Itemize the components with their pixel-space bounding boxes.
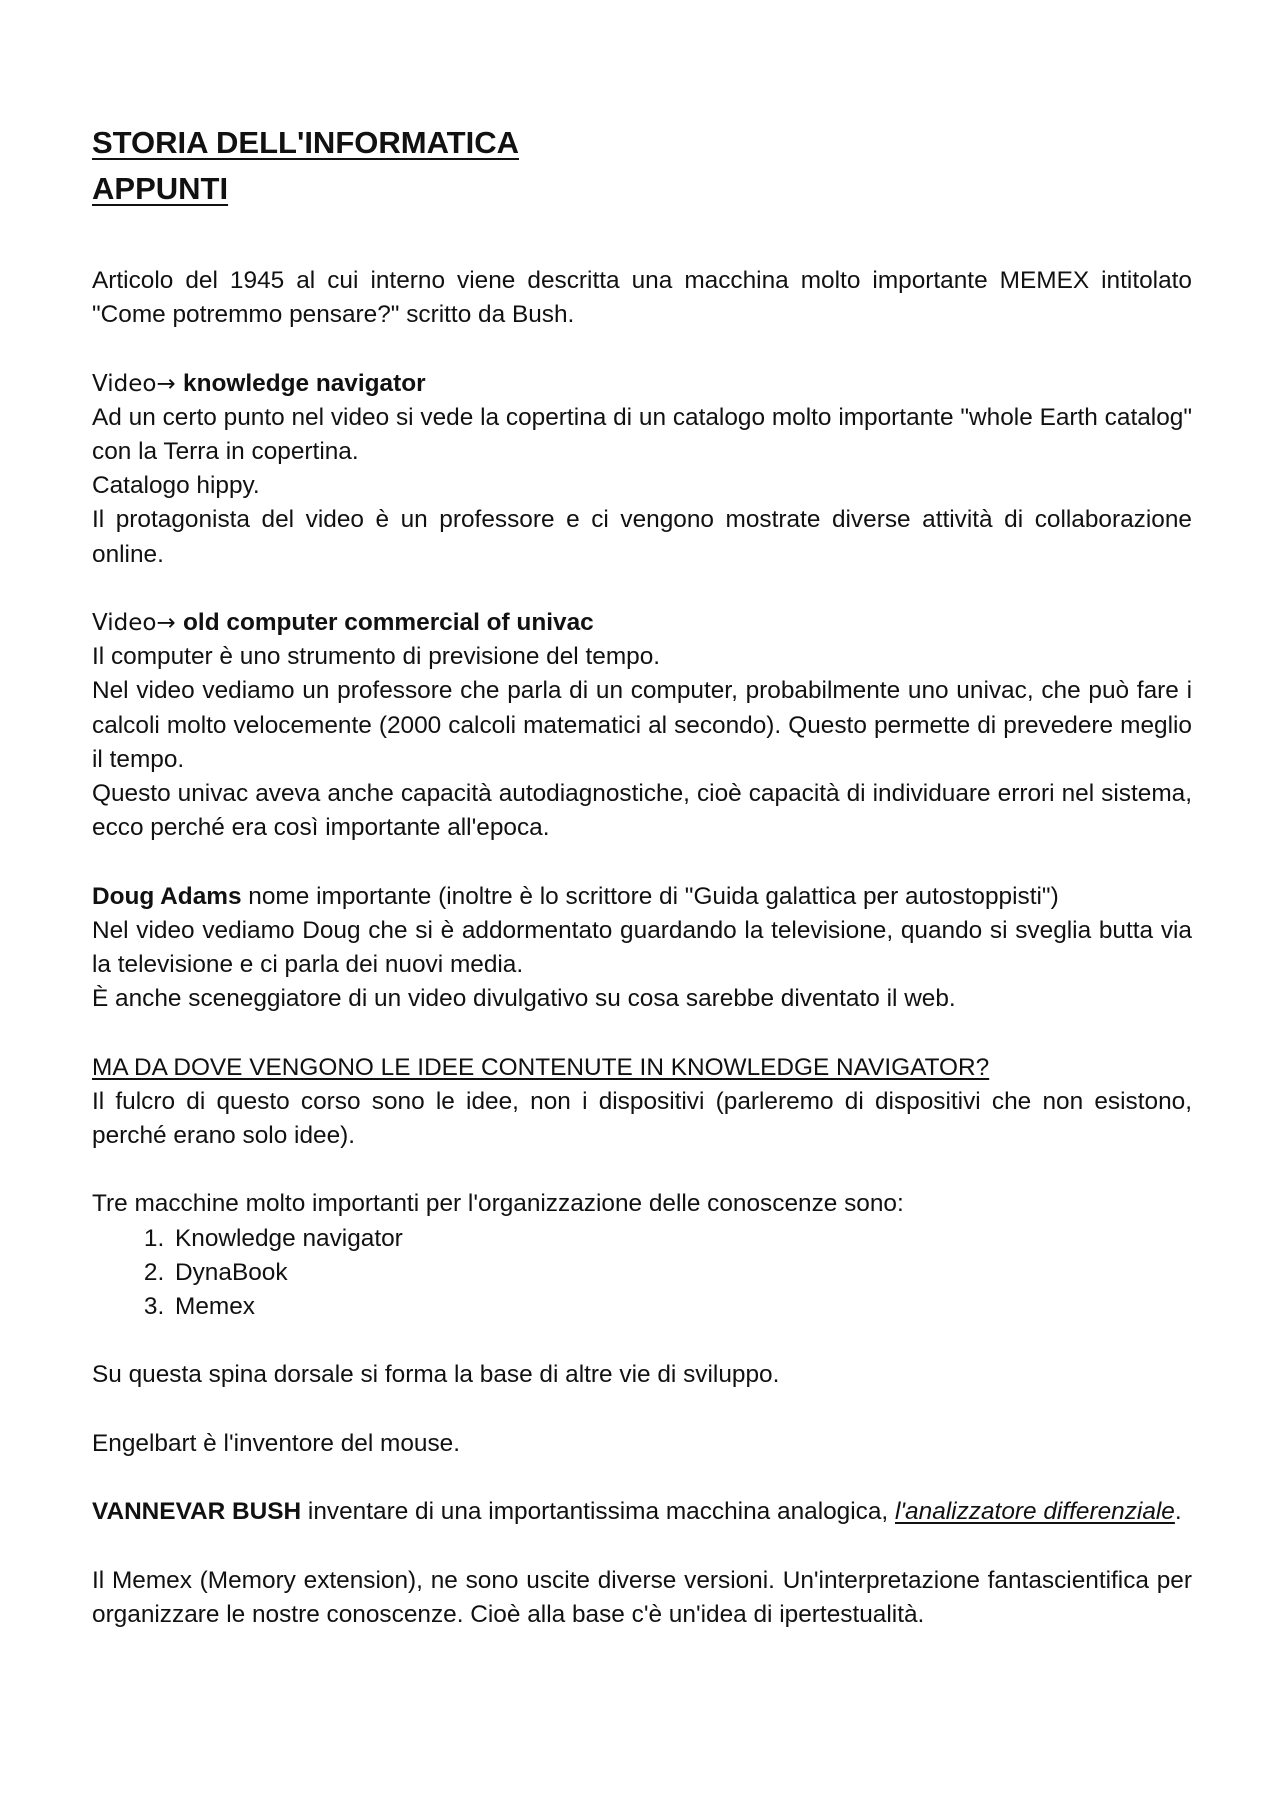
video1-heading xyxy=(92,367,1192,401)
video1-paragraph-1: Ad un certo punto nel video si vede la copertina di un catalogo molto importante "whole Earth catalog" con la Terra in copertina. xyxy=(92,403,1192,465)
ideas-heading: MA DA DOVE VENGONO LE IDEE CONTENUTE IN KNOWLEDGE NAVIGATOR? xyxy=(92,1053,990,1081)
spacer xyxy=(92,332,1192,366)
bush-name: VANNEVAR BUSH xyxy=(92,1498,302,1526)
spacer xyxy=(92,1529,1192,1563)
video2-paragraph-3: Questo univac aveva anche capacità autodiagnostiche, cioè capacità di individuare errori nel sistema, ecco perché era così importante all'epoca. xyxy=(92,780,1192,842)
video2-paragraph-2: Nel video vediamo un professore che parla di un computer, probabilmente uno univac, che può fare i calcoli molto velocemente (2000 calcoli matematici al secondo). Questo permette di prevedere meglio il tempo. xyxy=(92,677,1192,773)
document-title-line2: APPUNTI xyxy=(92,171,229,206)
bush-end: . xyxy=(1174,1498,1182,1526)
video2-heading xyxy=(92,606,1192,640)
spacer xyxy=(92,1153,1192,1187)
list-item: 3. Memex xyxy=(171,1290,1192,1324)
video2-prefix: Video→ xyxy=(92,610,184,636)
engelbart-paragraph: Engelbart è l'inventore del mouse. xyxy=(92,1429,461,1457)
intro-paragraph: Articolo del 1945 al cui interno viene descritta una macchina molto importante MEMEX intitolato "Come potremmo pensare?" scritto da Bush. xyxy=(92,267,1192,329)
list-item: 2. DynaBook xyxy=(171,1256,1192,1290)
video1-prefix: Video→ xyxy=(92,370,184,397)
spacer xyxy=(92,212,1192,264)
video1-paragraph-2: Catalogo hippy. xyxy=(92,472,260,500)
bush-paragraph xyxy=(92,1495,1192,1529)
list-item: 1. Knowledge navigator xyxy=(171,1222,1192,1256)
video2-paragraph-1: Il computer è uno strumento di previsione del tempo. xyxy=(92,643,661,671)
video2-title: old computer commercial of univac xyxy=(183,609,594,636)
bush-emphasis: l'analizzatore differenziale xyxy=(894,1498,1175,1526)
spacer xyxy=(92,1393,1192,1427)
doug-paragraph-3: È anche sceneggiatore di un video divulgativo su cosa sarebbe diventato il web. xyxy=(92,985,956,1013)
video1-paragraph-3: Il protagonista del video è un professore e ci vengono mostrate diverse attività di collaborazione online. xyxy=(92,506,1192,568)
ideas-paragraph: Il fulcro di questo corso sono le idee, non i dispositivi (parleremo di dispositivi che non esistono, perché erano solo idee). xyxy=(92,1087,1192,1150)
memex-paragraph: Il Memex (Memory extension), ne sono uscite diverse versioni. Un'interpretazione fantascientifica per organizzare le nostre conoscenze. Cioè alla base c'è un'idea di ipertestualità. xyxy=(92,1566,1192,1628)
machines-intro: Tre macchine molto importanti per l'organizzazione delle conoscenze sono: xyxy=(92,1190,904,1218)
video1-title: knowledge navigator xyxy=(183,369,426,397)
machines-list xyxy=(92,1222,1192,1325)
document-title-line1: STORIA DELL'INFORMATICA xyxy=(92,125,519,160)
doug-rest: nome importante (inoltre è lo scrittore di "Guida galattica per autostoppisti") xyxy=(241,882,1059,910)
spacer xyxy=(92,1324,1192,1358)
doug-paragraph-1 xyxy=(92,880,1192,914)
spine-paragraph: Su questa spina dorsale si forma la base di altre vie di sviluppo. xyxy=(92,1361,780,1389)
bush-mid: inventare di una importantissima macchina analogica, xyxy=(301,1498,895,1526)
spacer xyxy=(92,572,1192,606)
spacer xyxy=(92,1016,1192,1050)
doug-paragraph-2: Nel video vediamo Doug che si è addormentato guardando la televisione, quando si sveglia butta via la televisione e ci parla dei nuovi media. xyxy=(92,916,1192,979)
spacer xyxy=(92,1461,1192,1495)
document-page xyxy=(92,120,1192,1632)
spacer xyxy=(92,845,1192,879)
doug-name: Doug Adams xyxy=(92,882,242,910)
